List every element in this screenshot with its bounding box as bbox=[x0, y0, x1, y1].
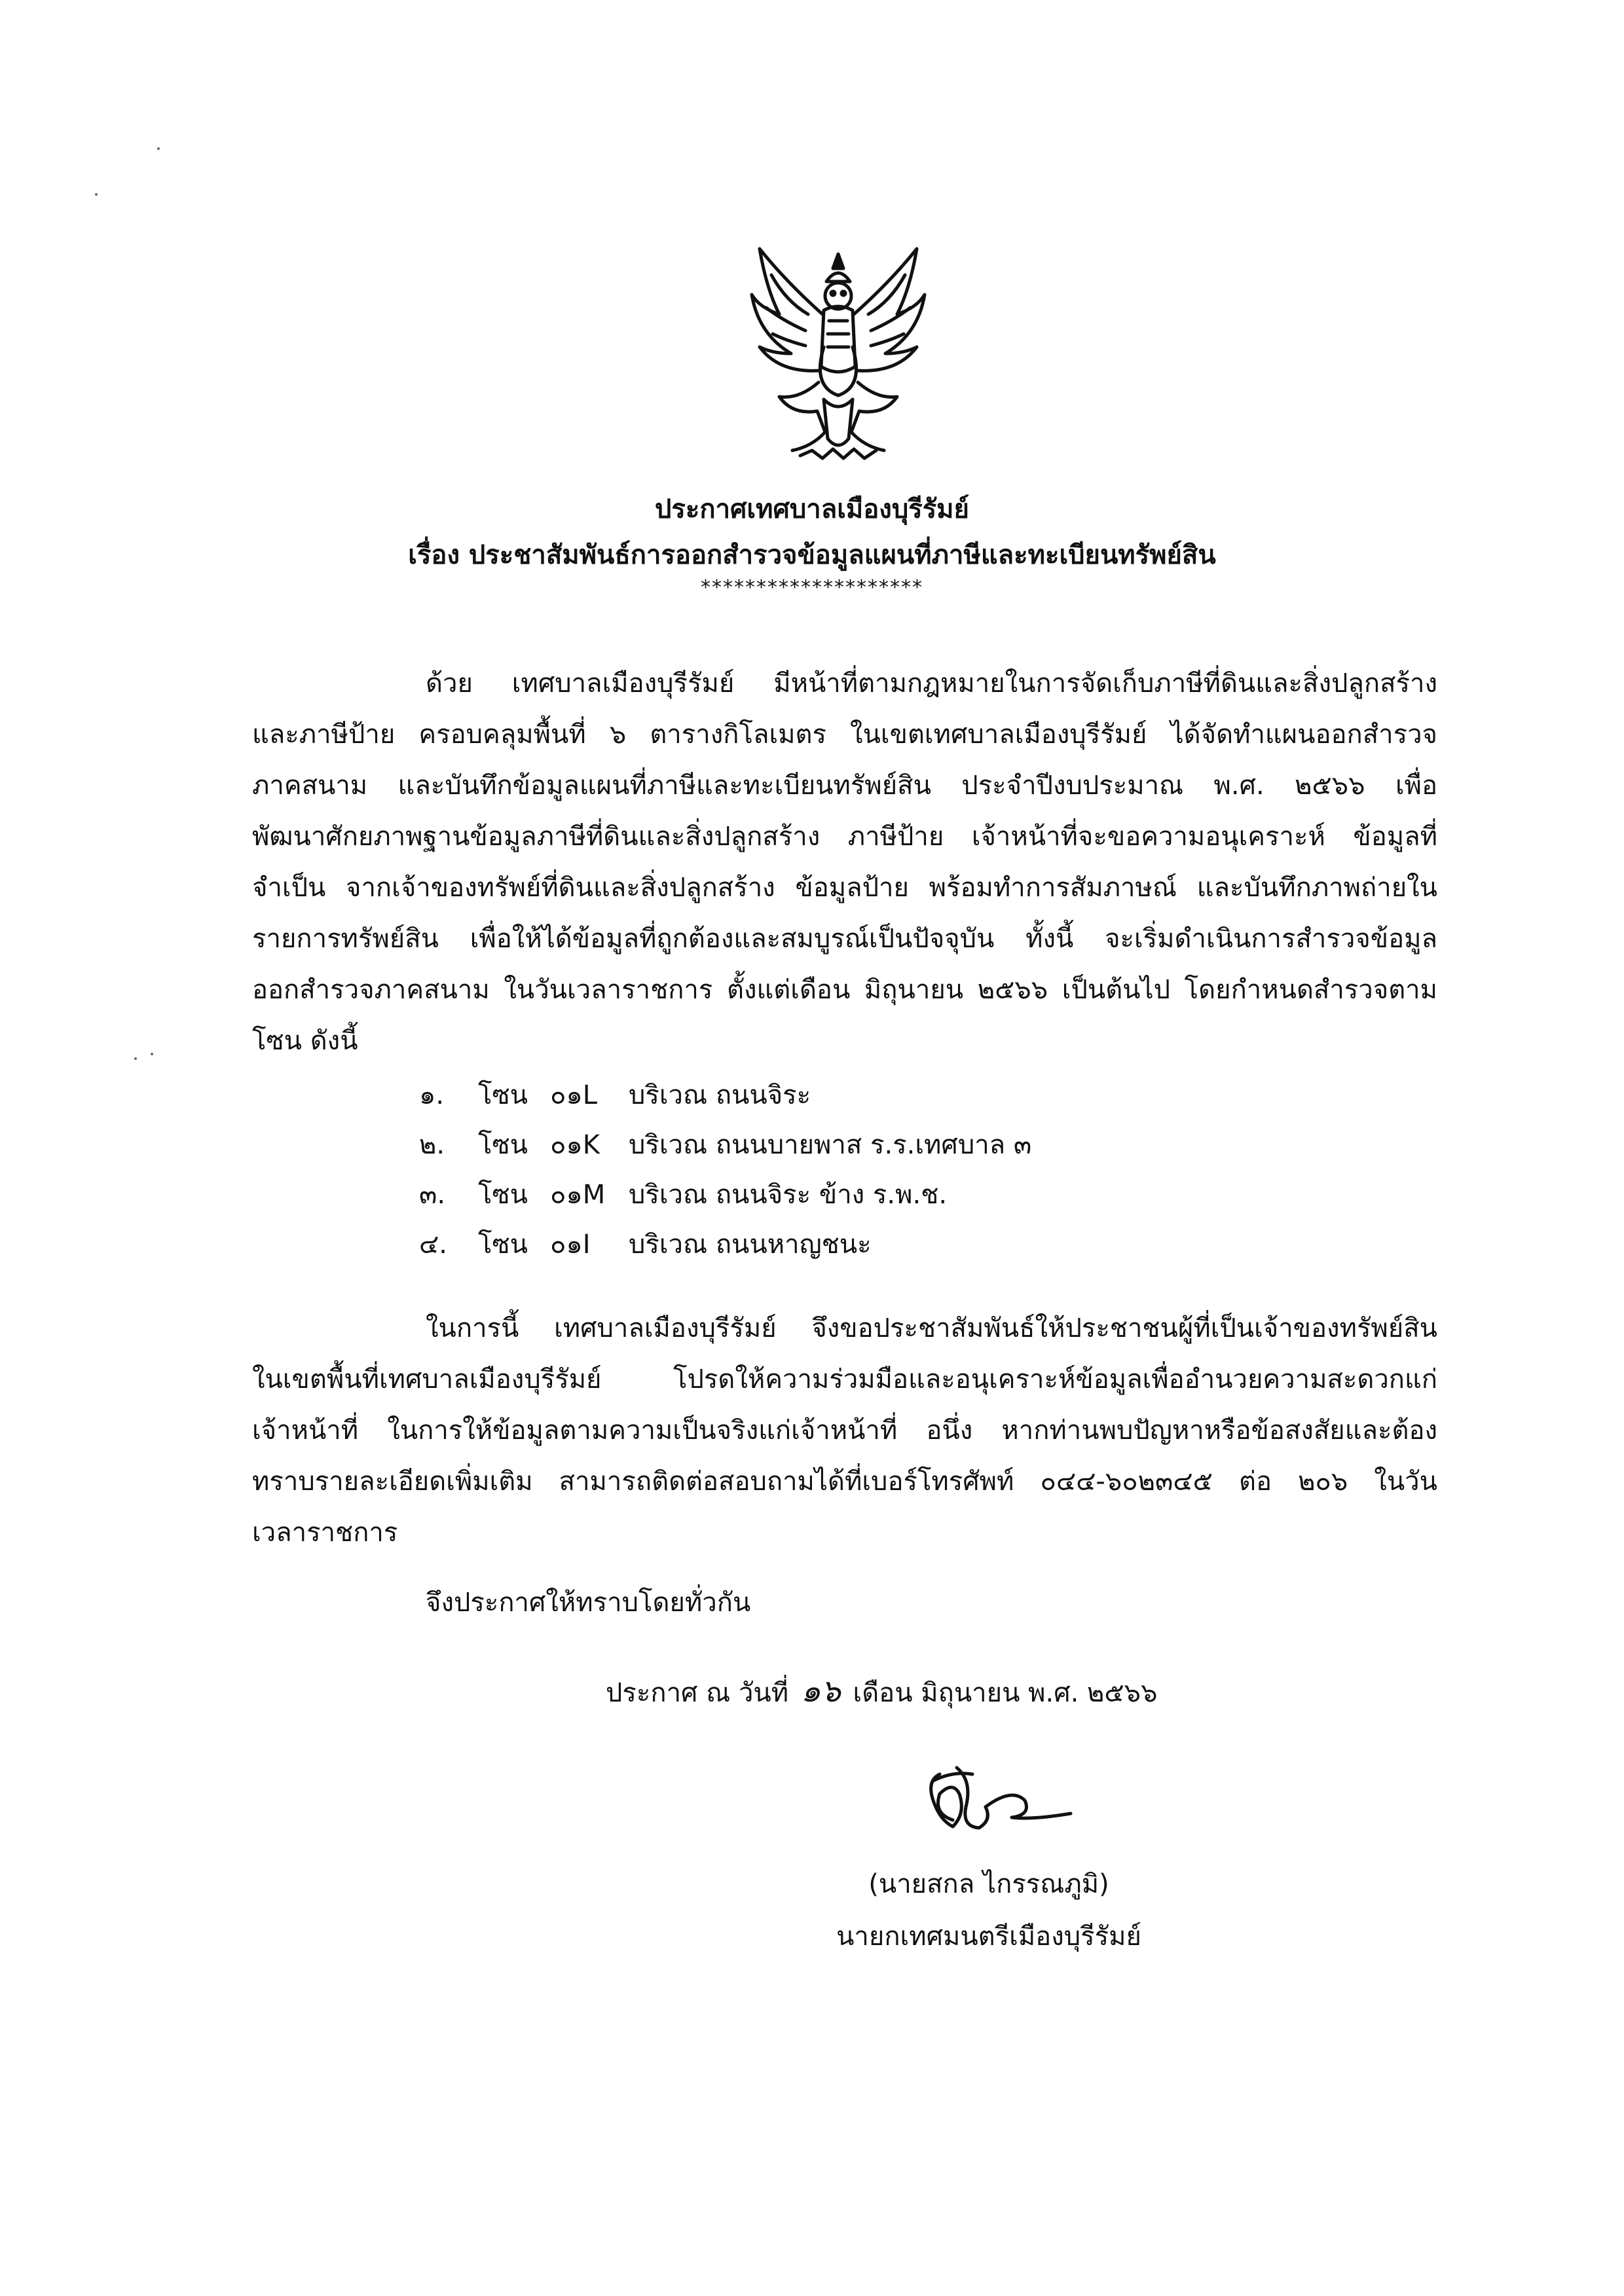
zone-code: ๐๑I bbox=[550, 1230, 591, 1260]
scan-speck bbox=[151, 1053, 153, 1055]
zone-item bbox=[419, 1170, 1031, 1220]
paragraph-line: ทราบรายละเอียดเพิ่มเติม สามารถติดต่อสอบถามได้ที่เบอร์โทรศัพท์ ๐๔๔-๖๐๒๓๔๕ ต่อ ๒๐๖ ในวัน bbox=[252, 1467, 1437, 1497]
paragraph-line: ภาคสนาม และบันทึกข้อมูลแผนที่ภาษีและทะเบียนทรัพย์สิน ประจำปีงบประมาณ พ.ศ. ๒๕๖๖ เพื่อ bbox=[252, 771, 1437, 801]
zone-item bbox=[419, 1120, 1031, 1170]
date-day-handwritten: ๑๖ bbox=[800, 1673, 841, 1709]
paragraph-line: เจ้าหน้าที่ ในการให้ข้อมูลตามความเป็นจริงแก่เจ้าหน้าที่ อนึ่ง หากท่านพบปัญหาหรือข้อสงสัยและต้อง bbox=[252, 1415, 1437, 1446]
zone-item bbox=[419, 1070, 1031, 1120]
paragraph-line: โซน ดังนี้ bbox=[252, 1026, 358, 1056]
paragraph-line: ออกสำรวจภาคสนาม ในวันเวลาราชการ ตั้งแต่เดือน มิถุนายน ๒๕๖๖ เป็นต้นไป โดยกำหนดสำรวจตาม bbox=[252, 975, 1437, 1005]
zone-number: ๒. bbox=[419, 1130, 445, 1160]
zone-code: ๐๑L bbox=[550, 1080, 598, 1110]
garuda-emblem bbox=[740, 242, 936, 465]
zone-number: ๔. bbox=[419, 1230, 447, 1260]
title-separator: ******************** bbox=[701, 576, 923, 599]
paragraph-line: พัฒนาศักยภาพฐานข้อมูลภาษีที่ดินและสิ่งปลูกสร้าง ภาษีป้าย เจ้าหน้าที่จะขอความอนุเคราะห์ ข้อมูลที่ bbox=[252, 822, 1437, 852]
zone-number: ๓. bbox=[419, 1180, 446, 1210]
signer-name: (นายสกล ไกรรณภูมิ) bbox=[868, 1869, 1109, 1899]
zone-area: บริเวณ ถนนหาญชนะ bbox=[629, 1230, 872, 1260]
zone-label: โซน bbox=[478, 1230, 528, 1260]
zone-label: โซน bbox=[478, 1080, 528, 1110]
announcement-date bbox=[606, 1666, 1157, 1716]
zone-area: บริเวณ ถนนจิระ bbox=[629, 1080, 811, 1110]
cooperation-paragraph bbox=[252, 1303, 1437, 1558]
date-suffix: เดือน มิถุนายน พ.ศ. ๒๕๖๖ bbox=[853, 1678, 1158, 1708]
paragraph-line: และภาษีป้าย ครอบคลุมพื้นที่ ๖ ตารางกิโลเมตร ในเขตเทศบาลเมืองบุรีรัมย์ ได้จัดทำแผนออกสำรวจ bbox=[252, 720, 1437, 750]
intro-paragraph bbox=[252, 658, 1437, 1066]
zone-label: โซน bbox=[478, 1130, 528, 1160]
paragraph-line: รายการทรัพย์สิน เพื่อให้ได้ข้อมูลที่ถูกต้องและสมบูรณ์เป็นปัจจุบัน ทั้งนี้ จะเริ่มดำเนินการสำรวจข้อมูล bbox=[252, 924, 1437, 954]
zone-list bbox=[419, 1070, 1031, 1269]
zone-area: บริเวณ ถนนบายพาส ร.ร.เทศบาล ๓ bbox=[629, 1130, 1032, 1160]
signer-position: นายกเทศมนตรีเมืองบุรีรัมย์ bbox=[836, 1922, 1141, 1952]
scan-speck bbox=[95, 193, 98, 196]
paragraph-line: ในการนี้ เทศบาลเมืองบุรีรัมย์ จึงขอประชาสัมพันธ์ให้ประชาชนผู้ที่เป็นเจ้าของทรัพย์สิน bbox=[426, 1313, 1437, 1343]
zone-code: ๐๑M bbox=[550, 1180, 606, 1210]
scan-speck bbox=[134, 1057, 137, 1060]
paragraph-line: จำเป็น จากเจ้าของทรัพย์ที่ดินและสิ่งปลูกสร้าง ข้อมูลป้าย พร้อมทำการสัมภาษณ์ และบันทึกภาพถ่ายใน bbox=[252, 873, 1437, 903]
handwritten-signature bbox=[913, 1755, 1084, 1846]
announcement-subject: เรื่อง ประชาสัมพันธ์การออกสำรวจข้อมูลแผนที่ภาษีและทะเบียนทรัพย์สิน bbox=[408, 540, 1216, 570]
date-prefix: ประกาศ ณ วันที่ bbox=[606, 1678, 789, 1708]
paragraph-line: เวลาราชการ bbox=[252, 1518, 398, 1548]
paragraph-line: ด้วย เทศบาลเมืองบุรีรัมย์ มีหน้าที่ตามกฎหมายในการจัดเก็บภาษีที่ดินและสิ่งปลูกสร้าง bbox=[426, 668, 1437, 699]
zone-area: บริเวณ ถนนจิระ ข้าง ร.พ.ช. bbox=[629, 1180, 948, 1210]
zone-number: ๑. bbox=[419, 1080, 445, 1110]
zone-code: ๐๑K bbox=[550, 1130, 600, 1160]
zone-label: โซน bbox=[478, 1180, 528, 1210]
scan-speck bbox=[157, 147, 160, 150]
zone-item bbox=[419, 1220, 1031, 1269]
paragraph-line: ในเขตพื้นที่เทศบาลเมืองบุรีรัมย์ โปรดให้ความร่วมมือและอนุเคราะห์ข้อมูลเพื่ออำนวยความสะดวกแก่ bbox=[252, 1364, 1437, 1394]
closing-statement: จึงประกาศให้ทราบโดยทั่วกัน bbox=[426, 1588, 751, 1618]
announcement-title: ประกาศเทศบาลเมืองบุรีรัมย์ bbox=[655, 494, 969, 524]
